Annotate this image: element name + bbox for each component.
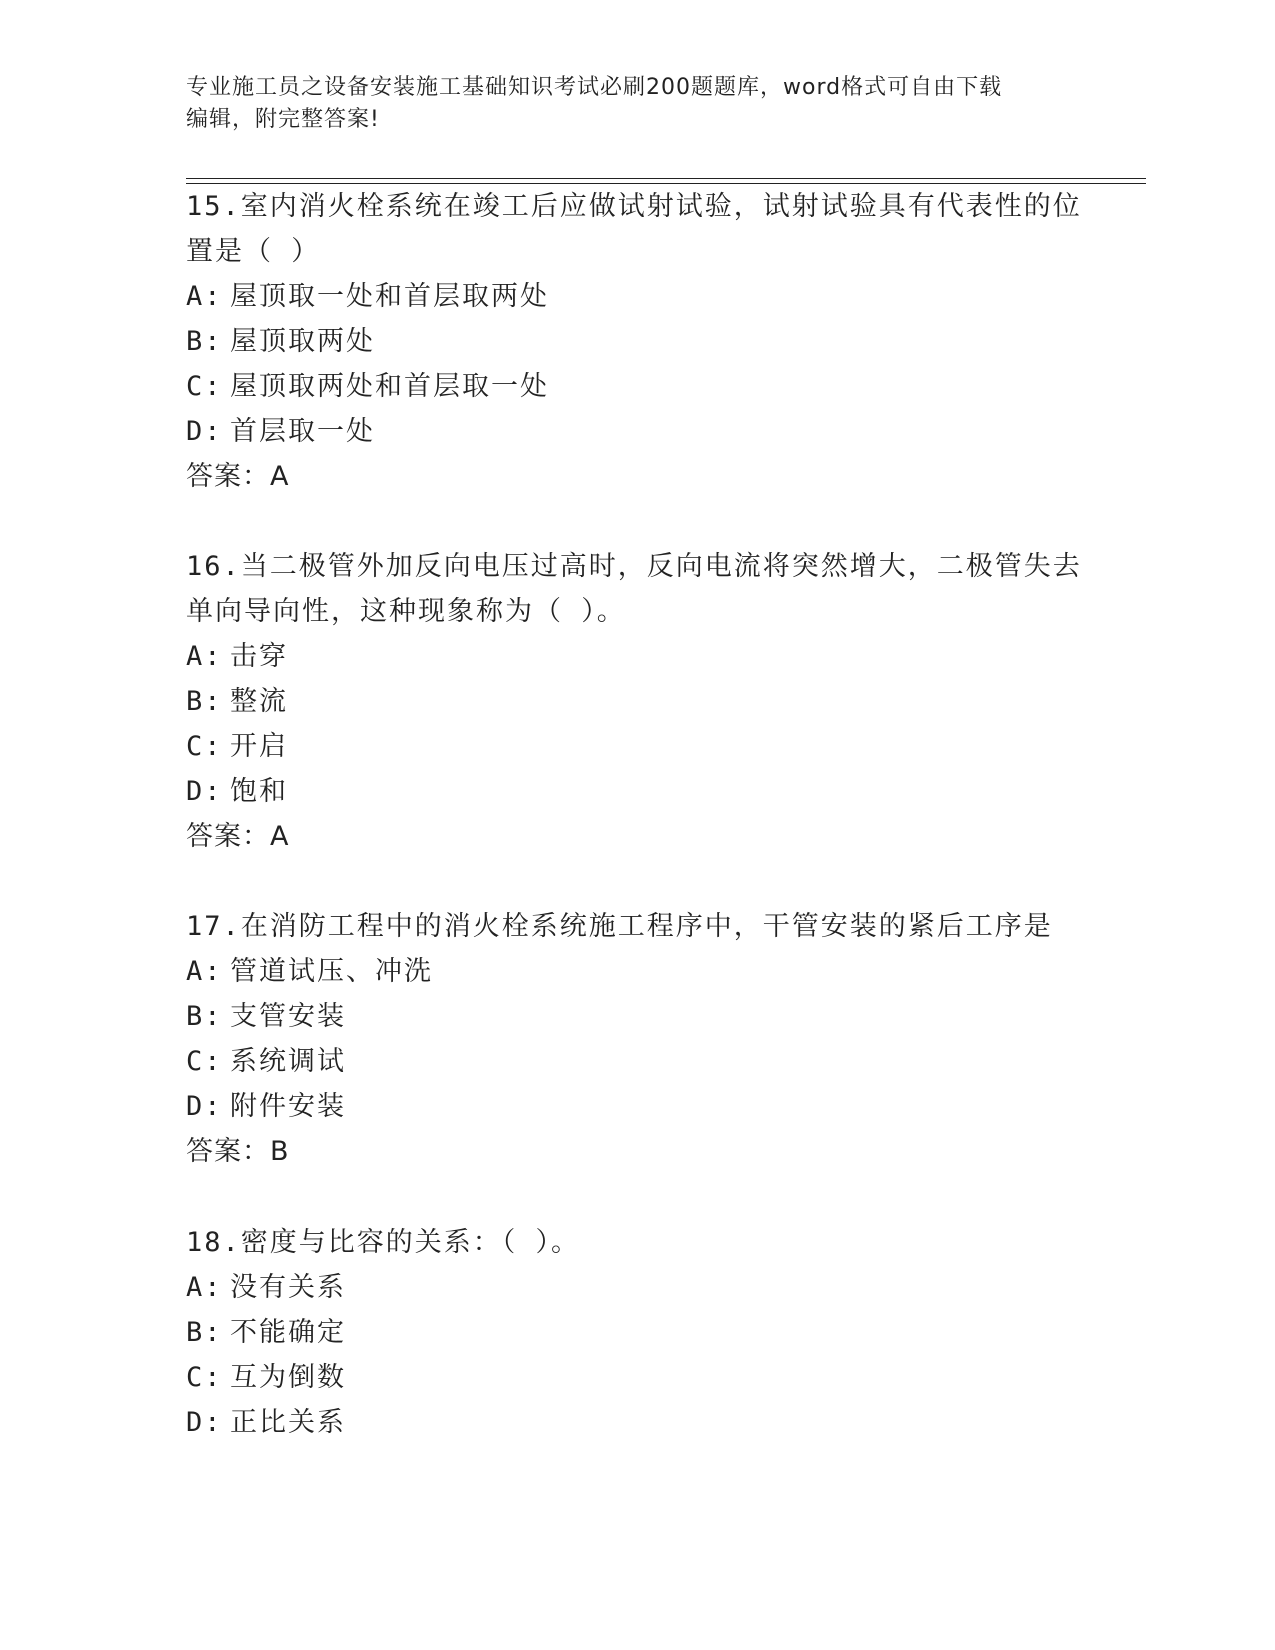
answer: 答案：B: [186, 1136, 290, 1167]
option-label: D:: [186, 1091, 223, 1122]
option-c: [186, 364, 1086, 409]
option-d: [186, 1084, 1086, 1129]
header-line-1: 专业施工员之设备安装施工基础知识考试必刷200题题库，word格式可自由下载: [186, 75, 1003, 100]
option-b: [186, 679, 1086, 724]
option-text: 击穿: [230, 641, 288, 672]
option-text: 首层取一处: [230, 416, 375, 447]
option-d: [186, 409, 1086, 454]
document-header: [186, 72, 1066, 136]
option-c: [186, 724, 1086, 769]
option-label: A:: [186, 281, 223, 312]
option-label: A:: [186, 1272, 223, 1303]
option-text: 正比关系: [230, 1407, 346, 1438]
option-label: B:: [186, 1001, 223, 1032]
option-label: B:: [186, 686, 223, 717]
option-c: [186, 1355, 1086, 1400]
option-label: C:: [186, 371, 223, 402]
question-stem-line-2: 单向导向性，这种现象称为（ ）。: [186, 596, 626, 627]
header-line-2: 编辑，附完整答案!: [186, 107, 380, 132]
option-c: [186, 1039, 1086, 1084]
option-text: 支管安装: [230, 1001, 346, 1032]
option-label: A:: [186, 956, 223, 987]
option-b: [186, 319, 1086, 364]
question-stem-line-1: 15.室内消火栓系统在竣工后应做试射试验，试射试验具有代表性的位: [186, 191, 1082, 222]
option-label: B:: [186, 1317, 223, 1348]
option-text: 系统调试: [230, 1046, 346, 1077]
question-stem-line-1: 16.当二极管外加反向电压过高时，反向电流将突然增大，二极管失去: [186, 551, 1082, 582]
option-text: 没有关系: [230, 1272, 346, 1303]
option-text: 屋顶取两处和首层取一处: [230, 371, 549, 402]
option-a: [186, 634, 1086, 679]
question-stem-line-1: 17.在消防工程中的消火栓系统施工程序中，干管安装的紧后工序是: [186, 911, 1053, 942]
option-a: [186, 1265, 1086, 1310]
option-label: D:: [186, 776, 223, 807]
question-18: [186, 1220, 1086, 1445]
option-text: 不能确定: [230, 1317, 346, 1348]
answer: 答案：A: [186, 461, 290, 492]
option-text: 屋顶取两处: [230, 326, 375, 357]
option-label: C:: [186, 1362, 223, 1393]
option-d: [186, 769, 1086, 814]
option-text: 整流: [230, 686, 288, 717]
answer: 答案：A: [186, 821, 290, 852]
option-label: D:: [186, 416, 223, 447]
option-text: 屋顶取一处和首层取两处: [230, 281, 549, 312]
option-d: [186, 1400, 1086, 1445]
option-a: [186, 274, 1086, 319]
option-label: C:: [186, 731, 223, 762]
question-15: [186, 184, 1086, 499]
option-label: B:: [186, 326, 223, 357]
question-stem-line-1: 18.密度与比容的关系：（ ）。: [186, 1227, 581, 1258]
option-text: 开启: [230, 731, 288, 762]
header-divider-top: [186, 178, 1146, 179]
option-text: 互为倒数: [230, 1362, 346, 1393]
option-b: [186, 994, 1086, 1039]
option-text: 管道试压、冲洗: [230, 956, 433, 987]
option-text: 饱和: [230, 776, 288, 807]
question-16: [186, 544, 1086, 859]
question-17: [186, 904, 1086, 1174]
option-a: [186, 949, 1086, 994]
question-stem-line-2: 置是（ ）: [186, 236, 321, 267]
option-label: D:: [186, 1407, 223, 1438]
option-b: [186, 1310, 1086, 1355]
option-text: 附件安装: [230, 1091, 346, 1122]
option-label: C:: [186, 1046, 223, 1077]
option-label: A:: [186, 641, 223, 672]
